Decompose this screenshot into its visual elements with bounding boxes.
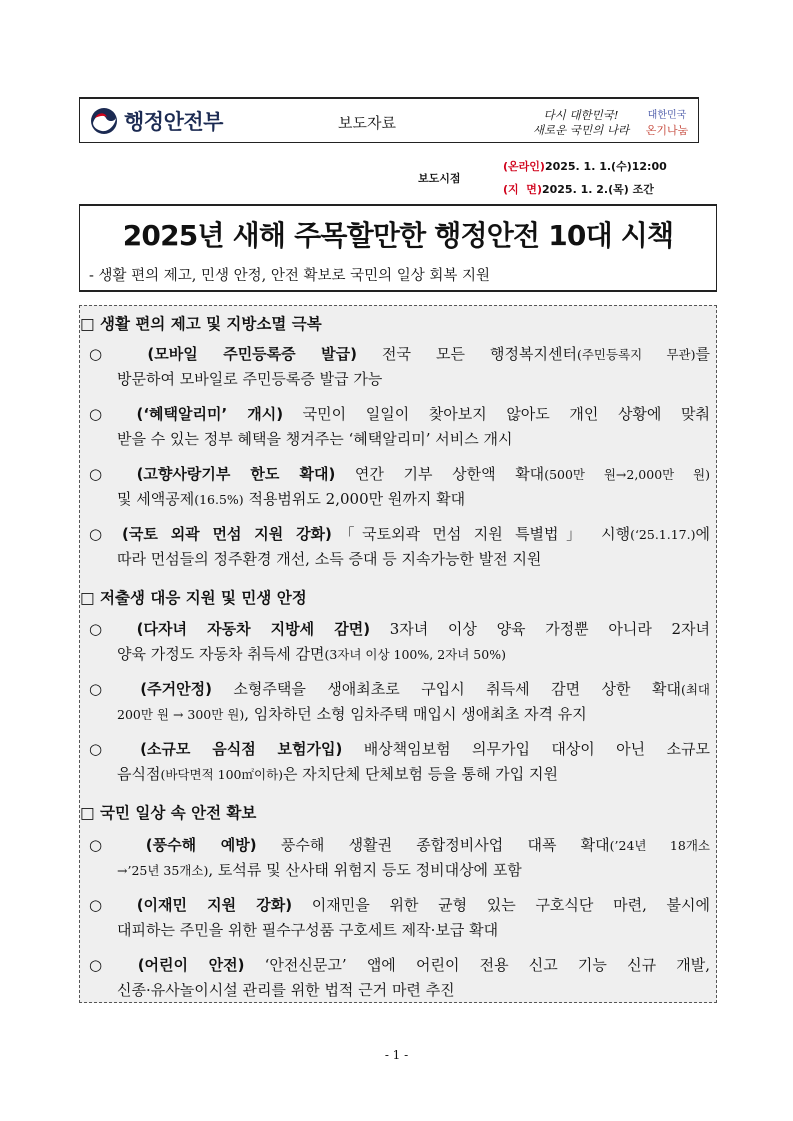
list-item: ○ (풍수해 예방) 풍수해 생활권 종합정비사업 대폭 확대(’24년 18개소 →’25년 35개소), 토석류 및 산사태 위험지 등도 정비대상에 포함 — [89, 836, 710, 879]
slogan-badge-1: 대한민국 — [647, 110, 687, 121]
item-title: (소규모 음식점 보험가입) — [140, 740, 343, 758]
title-box — [79, 204, 717, 292]
section-heading: □ 저출생 대응 지원 및 민생 안정 — [80, 589, 307, 607]
list-item: ○ (‘혜택알리미’ 개시) 국민이 일일이 찾아보지 않아도 개인 상황에 맞춰 받을 수 있는 정부 혜택을 챙겨주는 ‘혜택알리미’ 서비스 개시 — [89, 405, 710, 448]
embargo-online-tag: (온라인) — [503, 160, 545, 173]
doc-type-label: 보도자료 — [338, 114, 396, 132]
list-item: ○ (국토 외곽 먼섬 지원 강화)「국토외곽 먼섬 지원 특별법」 시행(‘25.1.17.)에 따라 먼섬들의 정주환경 개선, 소득 증대 등 지속가능한 발전 지원 — [89, 525, 710, 568]
bullet-icon: ○ — [89, 405, 117, 423]
slogan-logo — [526, 104, 690, 140]
bullet-icon: ○ — [89, 836, 122, 854]
item-title: (국토 외곽 먼섬 지원 강화) — [122, 525, 332, 543]
section-heading: □ 국민 일상 속 안전 확보 — [80, 804, 257, 822]
bullet-icon: ○ — [89, 896, 118, 914]
policy-list-panel — [79, 305, 717, 1003]
bullet-icon: ○ — [89, 345, 123, 363]
embargo-online-time: 2025. 1. 1.(수)12:00 — [544, 160, 667, 173]
ministry-name: 행정안전부 — [124, 110, 223, 134]
list-item: ○ (모바일 주민등록증 발급) 전국 모든 행정복지센터(주민등록지 무관)를 방문하여 모바일로 주민등록증 발급 가능 — [89, 345, 710, 388]
bullet-icon: ○ — [89, 465, 117, 483]
list-item: ○ (다자녀 자동차 지방세 감면) 3자녀 이상 양육 가정뿐 아니라 2자녀 양육 가정도 자동차 취득세 감면(3자녀 이상 100%, 2자녀 50%) — [89, 620, 710, 663]
bullet-icon: ○ — [89, 525, 110, 543]
item-title: (풍수해 예방) — [145, 836, 257, 854]
item-title: (이재민 지원 강화) — [136, 896, 293, 914]
bullet-icon: ○ — [89, 956, 118, 974]
bullet-icon: ○ — [89, 680, 119, 698]
list-item: ○ (이재민 지원 강화) 이재민을 위한 균형 있는 구호식단 마련, 불시에 대피하는 주민을 위한 필수구성품 구호세트 제작·보급 확대 — [89, 896, 710, 939]
embargo-paper-time: 2025. 1. 2.(목) 조간 — [541, 183, 654, 196]
item-title: (다자녀 자동차 지방세 감면) — [136, 620, 371, 638]
list-item: ○ (주거안정) 소형주택을 생애최초로 구입시 취득세 감면 상한 확대(최대 200만 원 → 300만 원), 임차하던 소형 임차주택 매입시 생애최초 자격 유지 — [89, 680, 710, 723]
embargo-paper — [503, 181, 654, 197]
list-item: ○ (어린이 안전) ‘안전신문고’ 앱에 어린이 전용 신고 기능 신규 개발, 신종·유사놀이시설 관리를 위한 법적 근거 마련 추진 — [89, 956, 710, 999]
list-item: ○ (고향사랑기부 한도 확대) 연간 기부 상한액 확대(500만 원→2,000만 원) 및 세액공제(16.5%) 적용범위도 2,000만 원까지 확대 — [89, 465, 710, 508]
page-number: - 1 - — [384, 1048, 409, 1062]
list-item: ○ (소규모 음식점 보험가입) 배상책임보험 의무가입 대상이 아닌 소규모 음식점(바닥면적 100㎡이하)은 자치단체 단체보험 등을 통해 가입 지원 — [89, 740, 710, 783]
slogan-line-1: 다시 대한민국! — [543, 108, 619, 122]
slogan-line-2: 새로운 국민의 나라 — [532, 123, 630, 137]
item-title: (모바일 주민등록증 발급) — [147, 345, 357, 363]
taegeuk-emblem-icon — [90, 107, 118, 135]
section-heading: □ 생활 편의 제고 및 지방소멸 극복 — [80, 315, 322, 333]
item-title: (어린이 안전) — [137, 956, 245, 974]
embargo-paper-tag: (지 면) — [503, 183, 542, 196]
press-header — [79, 97, 699, 143]
bullet-icon: ○ — [89, 620, 117, 638]
page-title: 2025년 새해 주목할만한 행정안전 10대 시책 — [122, 219, 674, 252]
bullet-icon: ○ — [89, 740, 119, 758]
page-subtitle: - 생활 편의 제고, 민생 안정, 안전 확보로 국민의 일상 회복 지원 — [89, 268, 490, 284]
embargo-label: 보도시점 — [418, 172, 461, 185]
embargo-online — [503, 158, 667, 174]
slogan-badge-2: 온기나눔 — [645, 124, 689, 137]
item-title: (‘혜택알리미’ 개시) — [136, 405, 284, 423]
item-title: (고향사랑기부 한도 확대) — [136, 465, 336, 483]
ministry-logo — [90, 106, 223, 136]
item-title: (주거안정) — [140, 680, 212, 698]
